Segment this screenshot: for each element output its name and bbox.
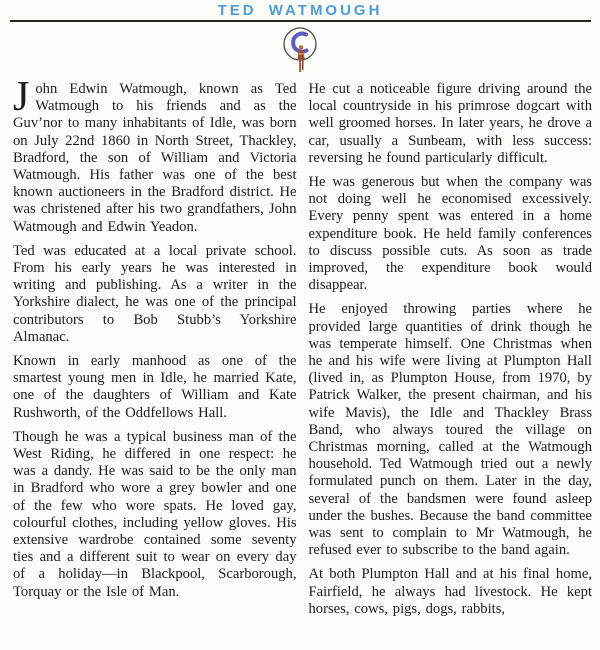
right-column [309,81,593,618]
paragraph: Though he was a typical business man of the West Riding, he differed in one respect: he was a dandy. He was said to be the only man in Bradford who wore a grey bowler and one of the few who wore spats. He loved gay, colourful clothes, including yellow gloves. His extensive wardrobe contained some seventy ties and a different suit to wear on every day of a holiday—in Blackpool, Scarborough, Torquay or the Isle of Man. [13,428,297,600]
paragraph: At both Plumpton Hall and at his final home, Fairfield, he always had livestock. He kept horses, cows, pigs, dogs, rabbits, [308,566,592,617]
paragraph: He was generous but when the company was not doing well he economised excessively. Every penny spent was entered in a home expenditure book. He held family conferences to discuss possible cuts. As soon as trade improved, the expenditure book would disappear. [308,174,592,294]
paragraph: Ted was educated at a local private school. From his early years he was interested in writing and publishing. As a writer in the Yorkshire dialect, he was one of the principal contributors to Bob Stubb’s Yorkshire Almanac. [13,242,297,345]
paragraph-text: ohn Edwin Watmough, known as Ted Watmough to his friends and as the Guv’nor to many inhabitants of Idle, was born on July 22nd 1860 in North Street, Thackley, Bradford, the son of William and Victoria Watmough. His father was one of the best known auctioneers in the Bradford district. He was christened after his two grandfathers, John Watmough and Edwin Yeadon. [13,81,297,235]
header-rule [10,20,591,22]
page-title: TED WATMOUGH [217,2,383,19]
crescent-figure-emblem-icon [278,24,322,80]
paragraph: Known in early manhood as one of the smartest young men in Idle, he married Kate, one of the daughters of William and Kate Rushworth, of the Oddfellows Hall. [13,353,297,421]
emblem-container [0,24,600,80]
dropcap-letter: J [13,74,30,120]
article-body [0,74,600,618]
left-column [13,74,297,618]
paragraph: He cut a noticeable figure driving around the local countryside in his primrose dogcart with well groomed horses. In later years, he drove a car, usually a Sunbeam, with less success: reversing he found particularly difficult. [308,81,592,166]
page-header [0,0,600,22]
paragraph [13,74,297,236]
paragraph: He enjoyed throwing parties where he provided large quantities of drink though he was temperate himself. One Christmas when he and his wife were living at Plumpton Hall (lived in, as Plumpton House, from 1970, by Patrick Walker, the present chairman, and his wife Mavis), the Idle and Thackley Brass Band, who always toured the village on Christmas morning, called at the Watmough household. Ted Watmough tried out a newly formulated punch on them. Later in the day, several of the bandsmen were found asleep under the bushes. Because the band committee was sent to complain to Mr Watmough, he refused ever to subscribe to the band again. [308,301,592,559]
